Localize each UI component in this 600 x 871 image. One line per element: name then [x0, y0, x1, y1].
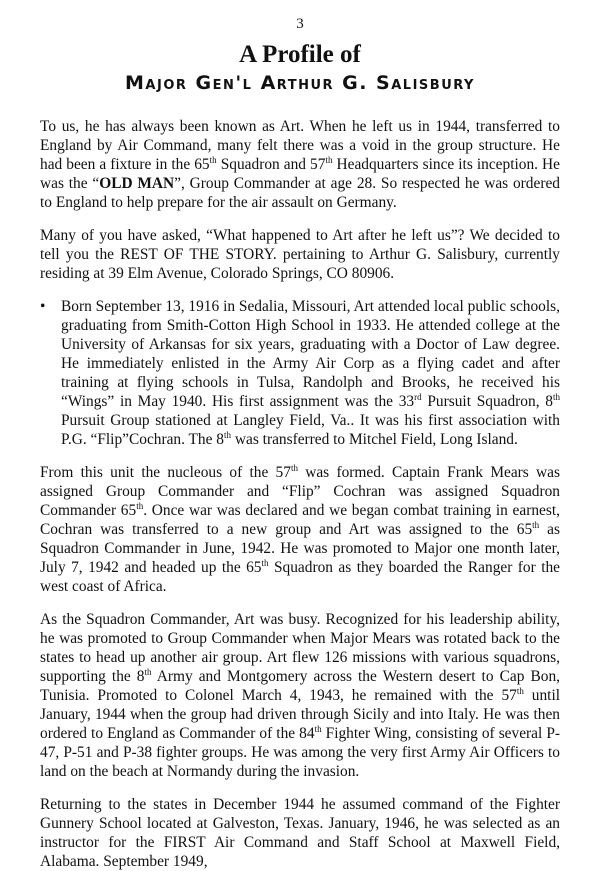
- paragraph-returning: Returning to the states in December 1944 he assumed command of the Fighter Gunnery School located at Galveston, Texas. January, 1946, he was selected as an instructor for the FIRST Air Command and Staff School at Maxwell Field, Alabama. September 1949,: [40, 796, 560, 870]
- paragraph-57th-formed: From this unit the nucleous of the 57th was formed. Captain Frank Mears was assigned Group Commander and “Flip” Cochran was assigned Squadron Commander 65th. Once war was declared and we began combat training in earnest, Cochran was transferred to a new group and Art was assigned to the 65th as Squadron Commander in June, 1942. He was promoted to Major one month later, July 7, 1942 and headed up the 65th Squadron as they boarded the Ranger for the west coast of Africa.: [40, 462, 560, 595]
- page-number: 3: [296, 16, 304, 32]
- paragraph-intro: To us, he has always been known as Art. When he left us in 1944, transferred to England by Air Command, many felt there was a void in the group structure. He had been a fixture in the 65th Squadron and 57th Headquarters since its inception. He was the “OLD MAN”, Group Commander at age 28. So respected he was ordered to England to help prepare for the air assault on Germany.: [40, 118, 560, 211]
- bullet-list: [40, 297, 560, 449]
- paragraph-squadron-commander: As the Squadron Commander, Art was busy. Recognized for his leadership ability, he was promoted to Group Commander when Major Mears was rotated back to the states to head up another air group. Art flew 126 missions with various squadrons, supporting the 8th Army and Montgomery across the Western desert to Cap Bon, Tunisia. Promoted to Colonel March 4, 1943, he remained with the 57th until January, 1944 when the group had driven through Sicily and into Italy. He was then ordered to England as Commander of the 84th Fighter Wing, consisting of several P-47, P-51 and P-38 fighter groups. He was among the very first Army Air Officers to land on the beach at Normandy during the invasion.: [40, 611, 561, 780]
- bullet-item-early-life: • Born September 13, 1916 in Sedalia, Missouri, Art attended local public schools, graduating from Smith-Cotton High School in 1933. He attended college at the University of Arkansas for six years, graduating with a Doctor of Law degree. He immediately enlisted in the Army Air Corp as a flying cadet and after training at flying schools in Tulsa, Randolph and Brooks, he received his “Wings” in May 1940. His first assignment was the 33rd Pursuit Squadron, 8th Pursuit Group stationed at Langley Field, Va.. It was his first association with P.G. “Flip”Cochran. The 8th was transferred to Mitchel Field, Long Island.: [40, 298, 560, 448]
- title-line-1: A Profile of: [239, 41, 361, 68]
- title-line-2: Major Gen'l Arthur G. Salisbury: [125, 72, 475, 94]
- paragraph-rest-of-story: Many of you have asked, “What happened to Art after he left us”? We decided to tell you the REST OF THE STORY. pertaining to Arthur G. Salisbury, currently residing at 39 Elm Avenue, Colorado Springs, CO 80906.: [40, 227, 560, 282]
- bullet-icon: •: [40, 298, 46, 315]
- old-man-emphasis: OLD MAN: [99, 175, 175, 192]
